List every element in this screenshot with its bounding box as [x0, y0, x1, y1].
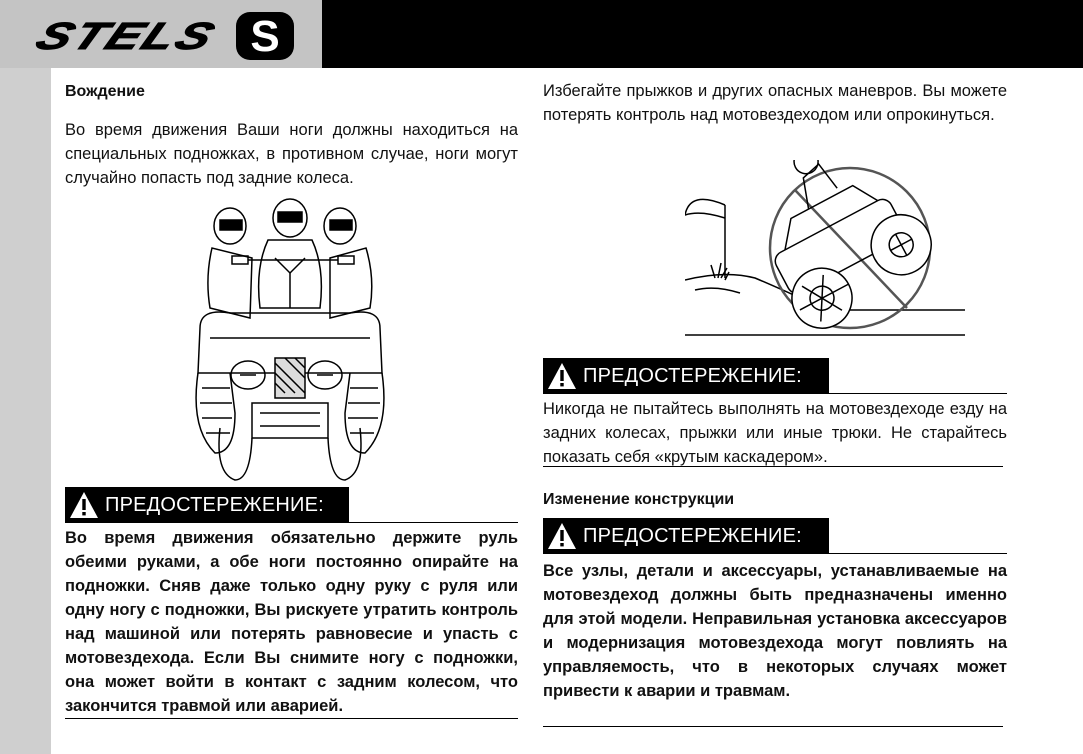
warning-text-right-1: Никогда не пытайтесь выполнять на мотовездеходе езду на задних колесах, прыжки или иные трюки. Не старайтесь показать себя «крутым каскадером».: [543, 400, 1007, 466]
warning-underline: [543, 553, 1007, 554]
warning-banner-right-1: [543, 358, 1007, 394]
warning-end-rule-right-2: [543, 726, 1003, 727]
warning-triangle-icon: [547, 522, 577, 550]
warning-underline: [65, 522, 518, 523]
logo-area: [0, 0, 322, 68]
section-title-modification: Изменение конструкции: [543, 491, 735, 508]
brand-wordmark: STELS: [29, 15, 181, 58]
stels-logo-icon: [14, 4, 314, 64]
warning-text-right-2: Все узлы, детали и аксессуары, устанавливаемые на мотовездеход должны быть предназначены именно для этой модели. Неправильная установка аксессуаров и модернизация мотовездехода могут повлиять на управляемость, что в некоторых случаях может привести к аварии и травмам.: [543, 562, 1007, 700]
warning-triangle-icon: [547, 362, 577, 390]
warning-label-box: [543, 518, 829, 554]
driving-intro-text: Во время движения Ваши ноги должны находиться на специальных подножках, в противном случае, ноги могут случайно попасть под задние колеса.: [65, 121, 518, 187]
warning-label-box: [543, 358, 829, 394]
warning-triangle-icon: [69, 491, 99, 519]
warning-label: ПРЕДОСТЕРЕЖЕНИЕ:: [583, 524, 802, 547]
warning-banner-right-2: [543, 518, 1007, 554]
section-title-driving: Вождение: [65, 83, 145, 100]
warning-end-rule-right-1: [543, 466, 1003, 467]
page-header: [0, 0, 1083, 68]
warning-underline: [543, 393, 1007, 394]
brand-badge: S: [250, 12, 280, 61]
warning-end-rule-left: [65, 718, 518, 719]
warning-label: ПРЕДОСТЕРЕЖЕНИЕ:: [105, 493, 324, 516]
warning-label-box: [65, 487, 349, 523]
atv-jump-prohibited-illustration: [685, 160, 970, 345]
atv-three-riders-illustration: [190, 198, 390, 483]
jump-warning-intro-text: Избегайте прыжков и других опасных маневров. Вы можете потерять контроль над мотовездеходом или опрокинуться.: [543, 82, 1007, 124]
page-sidebar: [0, 68, 51, 754]
warning-label: ПРЕДОСТЕРЕЖЕНИЕ:: [583, 364, 802, 387]
warning-text-left: Во время движения обязательно держите руль обеими руками, а обе ноги постоянно опирайте на подножки. Сняв даже только одну руку с руля или одну ногу с подножки, Вы рискуете утратить контроль над машиной или потерять равновесие и упасть с мотовездехода. Если Вы снимите ногу с подножки, она может войти в контакт с задним колесом, что закончится травмой или аварией.: [65, 529, 518, 715]
warning-banner-left: [65, 487, 518, 523]
